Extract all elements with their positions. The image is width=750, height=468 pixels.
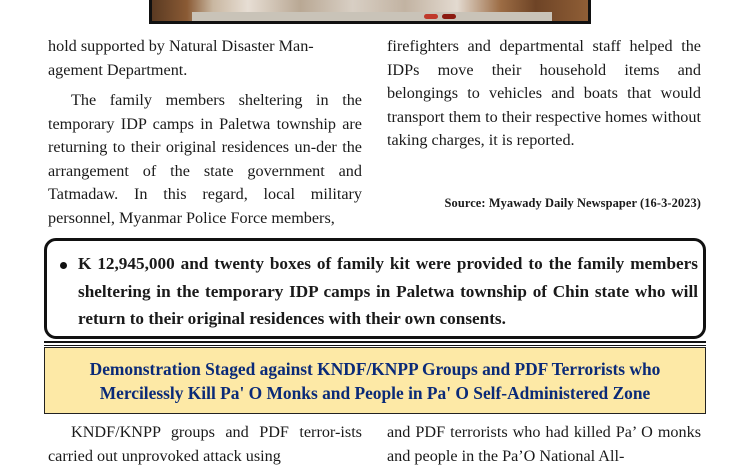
- divider-rule: [44, 341, 706, 343]
- next-article-left-text: KNDF/KNPP groups and PDF terror-ists carried out unprovoked attack using: [48, 423, 362, 465]
- headline-line-2: Mercilessly Kill Pa' O Monks and People in Pa' O Self-Administered Zone: [99, 382, 651, 403]
- paragraph-2: The family members sheltering in the temporary IDP camps in Paletwa township are returning to their original residences un-der the arrangement of the state government and Tatmadaw. In this regard, local military personnel, Myanmar Police Force members,: [48, 91, 362, 227]
- photo-shoe: [442, 14, 456, 19]
- photo-shoe: [424, 14, 438, 19]
- paragraph-1-line-2: agement Department.: [48, 60, 188, 79]
- bullet-icon: [60, 262, 67, 269]
- source-credit: Source: Myawady Daily Newspaper (16-3-2023): [444, 196, 701, 210]
- divider-rule-thin: [44, 345, 706, 346]
- paragraph-3: firefighters and departmental staff helped the IDPs move their household items and belongings to vehicles and boats that would transport them to their respective homes without taking charges, it is reported.: [387, 37, 701, 149]
- next-article-right: [387, 421, 701, 468]
- article-photo: [149, 0, 591, 24]
- next-article-right-text: and PDF terrorists who had killed Pa’ O monks and people in the Pa’O National All-: [387, 423, 701, 465]
- left-column: [48, 35, 362, 230]
- headline-banner: [44, 347, 706, 414]
- paragraph-1-line-1: hold supported by Natural Disaster Man-: [48, 37, 314, 55]
- callout-text: K 12,945,000 and twenty boxes of family kit were provided to the family members sheltering in the temporary IDP camps in Paletwa township of Chin state who will return to their original residences with their own consents.: [78, 254, 698, 328]
- paragraph-1: [48, 35, 362, 82]
- headline-line-1: Demonstration Staged against KNDF/KNPP Groups and PDF Terrorists who: [89, 358, 661, 379]
- photo-floor: [192, 12, 552, 21]
- summary-callout-box: [44, 238, 706, 339]
- next-article-left: [48, 421, 362, 468]
- right-column: [387, 35, 701, 153]
